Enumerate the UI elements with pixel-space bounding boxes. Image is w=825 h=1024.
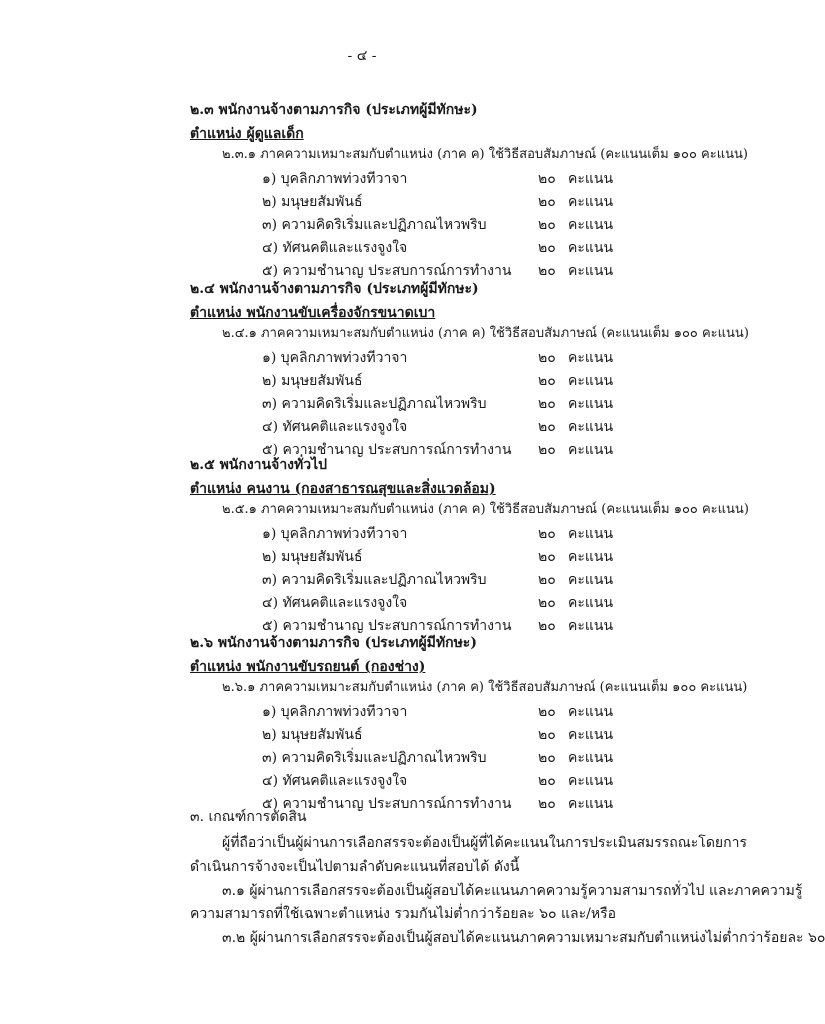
- score-points: ๒๐: [538, 595, 556, 611]
- score-points: ๒๐: [538, 704, 556, 720]
- criterion-item-label: ๕) ความชำนาญ ประสบการณ์การทำงาน: [262, 618, 512, 634]
- criterion-item-score: [538, 772, 613, 790]
- position-title: ตำแหน่ง คนงาน (กองสาธารณสุขและสิ่งแวดล้อม): [190, 481, 496, 497]
- criterion-item-label: ๓) ความคิดริเริ่มและปฏิภาณไหวพริบ: [262, 750, 487, 766]
- score-points: ๒๐: [538, 373, 556, 389]
- score-unit: คะแนน: [568, 217, 614, 233]
- score-unit: คะแนน: [568, 704, 614, 720]
- section-heading: ๒.๔ พนักงานจ้างตามภารกิจ (ประเภทผู้มีทักษะ): [190, 281, 479, 297]
- criterion-item-label: ๑) บุคลิกภาพท่วงทีวาจา: [262, 350, 408, 366]
- criterion-item-score: [538, 703, 613, 721]
- criterion-item-label: ๑) บุคลิกภาพท่วงทีวาจา: [262, 526, 408, 542]
- score-unit: คะแนน: [568, 549, 614, 565]
- criterion-line: ๒.๓.๑ ภาคความเหมาะสมกับตำแหน่ง (ภาค ค) ใช้วิธีสอบสัมภาษณ์ (คะแนนเต็ม ๑๐๐ คะแนน): [222, 147, 748, 162]
- decision-para2-line1: ๓.๑ ผู้ผ่านการเลือกสรรจะต้องเป็นผู้สอบได้คะแนนภาคความรู้ความสามารถทั่วไป และภาคความรู้: [222, 883, 803, 899]
- criterion-item-score: [538, 170, 613, 188]
- section-heading: ๒.๓ พนักงานจ้างตามภารกิจ (ประเภทผู้มีทักษะ): [190, 102, 478, 118]
- criterion-item-score: [538, 349, 613, 367]
- criterion-line: ๒.๔.๑ ภาคความเหมาะสมกับตำแหน่ง (ภาค ค) ใช้วิธีสอบสัมภาษณ์ (คะแนนเต็ม ๑๐๐ คะแนน): [222, 326, 749, 341]
- decision-para1-line2: ดำเนินการจ้างจะเป็นไปตามลำดับคะแนนที่สอบได้ ดังนี้: [190, 859, 520, 875]
- criterion-item-score: [538, 726, 613, 744]
- criterion-item-label: ๕) ความชำนาญ ประสบการณ์การทำงาน: [262, 796, 512, 812]
- criterion-item-score: [538, 372, 613, 390]
- score-unit: คะแนน: [568, 750, 614, 766]
- criterion-item-score: [538, 617, 613, 635]
- position-title: ตำแหน่ง ผู้ดูแลเด็ก: [190, 126, 304, 142]
- score-unit: คะแนน: [568, 396, 614, 412]
- criterion-item-score: [538, 749, 613, 767]
- criterion-item-label: ๒) มนุษยสัมพันธ์: [262, 727, 363, 743]
- score-points: ๒๐: [538, 442, 556, 458]
- criterion-item-score: [538, 418, 613, 436]
- criterion-item-label: ๓) ความคิดริเริ่มและปฏิภาณไหวพริบ: [262, 217, 487, 233]
- criterion-item-score: [538, 193, 613, 211]
- section-heading: ๒.๖ พนักงานจ้างตามภารกิจ (ประเภทผู้มีทักษะ): [190, 635, 477, 651]
- score-unit: คะแนน: [568, 171, 614, 187]
- score-points: ๒๐: [538, 727, 556, 743]
- criterion-item-label: ๕) ความชำนาญ ประสบการณ์การทำงาน: [262, 442, 512, 458]
- score-unit: คะแนน: [568, 419, 614, 435]
- position-title: ตำแหน่ง พนักงานขับรถยนต์ (กองช่าง): [190, 659, 426, 675]
- criterion-item-score: [538, 216, 613, 234]
- score-points: ๒๐: [538, 526, 556, 542]
- criterion-item-label: ๔) ทัศนคติและแรงจูงใจ: [262, 773, 408, 789]
- score-unit: คะแนน: [568, 194, 614, 210]
- score-unit: คะแนน: [568, 773, 614, 789]
- score-points: ๒๐: [538, 350, 556, 366]
- score-unit: คะแนน: [568, 442, 614, 458]
- decision-para1-line1: ผู้ที่ถือว่าเป็นผู้ผ่านการเลือกสรรจะต้องเป็นผู้ที่ได้คะแนนในการประเมินสมรรถณะโดยการ: [222, 835, 747, 851]
- decision-heading: ๓. เกณฑ์การตัดสิน: [190, 809, 307, 825]
- score-points: ๒๐: [538, 240, 556, 256]
- score-points: ๒๐: [538, 171, 556, 187]
- score-unit: คะแนน: [568, 373, 614, 389]
- score-points: ๒๐: [538, 796, 556, 812]
- score-points: ๒๐: [538, 419, 556, 435]
- criterion-item-label: ๑) บุคลิกภาพท่วงทีวาจา: [262, 704, 408, 720]
- score-unit: คะแนน: [568, 350, 614, 366]
- criterion-item-score: [538, 395, 613, 413]
- score-unit: คะแนน: [568, 727, 614, 743]
- criterion-item-score: [538, 525, 613, 543]
- criterion-item-label: ๓) ความคิดริเริ่มและปฏิภาณไหวพริบ: [262, 396, 487, 412]
- page-number: - ๔ -: [347, 48, 377, 64]
- score-points: ๒๐: [538, 750, 556, 766]
- decision-para3-line1: ๓.๒ ผู้ผ่านการเลือกสรรจะต้องเป็นผู้สอบได้คะแนนภาคความเหมาะสมกับตำแหน่งไม่ต่ำกว่าร้อยละ ๖๐: [222, 930, 825, 946]
- criterion-item-score: [538, 239, 613, 257]
- score-unit: คะแนน: [568, 595, 614, 611]
- score-unit: คะแนน: [568, 263, 614, 279]
- score-points: ๒๐: [538, 263, 556, 279]
- criterion-item-score: [538, 594, 613, 612]
- score-points: ๒๐: [538, 217, 556, 233]
- criterion-item-score: [538, 262, 613, 280]
- score-unit: คะแนน: [568, 618, 614, 634]
- position-title: ตำแหน่ง พนักงานขับเครื่องจักรขนาดเบา: [190, 305, 436, 321]
- criterion-item-label: ๔) ทัศนคติและแรงจูงใจ: [262, 240, 408, 256]
- criterion-item-score: [538, 795, 613, 813]
- score-points: ๒๐: [538, 396, 556, 412]
- score-points: ๒๐: [538, 572, 556, 588]
- score-points: ๒๐: [538, 618, 556, 634]
- score-unit: คะแนน: [568, 572, 614, 588]
- score-points: ๒๐: [538, 194, 556, 210]
- decision-para2-line2: ความสามารถที่ใช้เฉพาะตำแหน่ง รวมกันไม่ต่ำกว่าร้อยละ ๖๐ และ/หรือ: [190, 906, 617, 922]
- score-unit: คะแนน: [568, 796, 614, 812]
- score-unit: คะแนน: [568, 240, 614, 256]
- score-unit: คะแนน: [568, 526, 614, 542]
- criterion-line: ๒.๖.๑ ภาคความเหมาะสมกับตำแหน่ง (ภาค ค) ใช้วิธีสอบสัมภาษณ์ (คะแนนเต็ม ๑๐๐ คะแนน): [222, 680, 748, 695]
- criterion-item-label: ๔) ทัศนคติและแรงจูงใจ: [262, 595, 408, 611]
- criterion-item-score: [538, 441, 613, 459]
- criterion-line: ๒.๕.๑ ภาคความเหมาะสมกับตำแหน่ง (ภาค ค) ใช้วิธีสอบสัมภาษณ์ (คะแนนเต็ม ๑๐๐ คะแนน): [222, 502, 749, 517]
- criterion-item-label: ๒) มนุษยสัมพันธ์: [262, 373, 363, 389]
- section-heading: ๒.๕ พนักงานจ้างทั่วไป: [190, 457, 328, 473]
- criterion-item-label: ๕) ความชำนาญ ประสบการณ์การทำงาน: [262, 263, 512, 279]
- criterion-item-label: ๒) มนุษยสัมพันธ์: [262, 549, 363, 565]
- score-points: ๒๐: [538, 549, 556, 565]
- criterion-item-label: ๔) ทัศนคติและแรงจูงใจ: [262, 419, 408, 435]
- criterion-item-label: ๒) มนุษยสัมพันธ์: [262, 194, 363, 210]
- criterion-item-score: [538, 548, 613, 566]
- score-points: ๒๐: [538, 773, 556, 789]
- criterion-item-label: ๑) บุคลิกภาพท่วงทีวาจา: [262, 171, 408, 187]
- criterion-item-label: ๓) ความคิดริเริ่มและปฏิภาณไหวพริบ: [262, 572, 487, 588]
- criterion-item-score: [538, 571, 613, 589]
